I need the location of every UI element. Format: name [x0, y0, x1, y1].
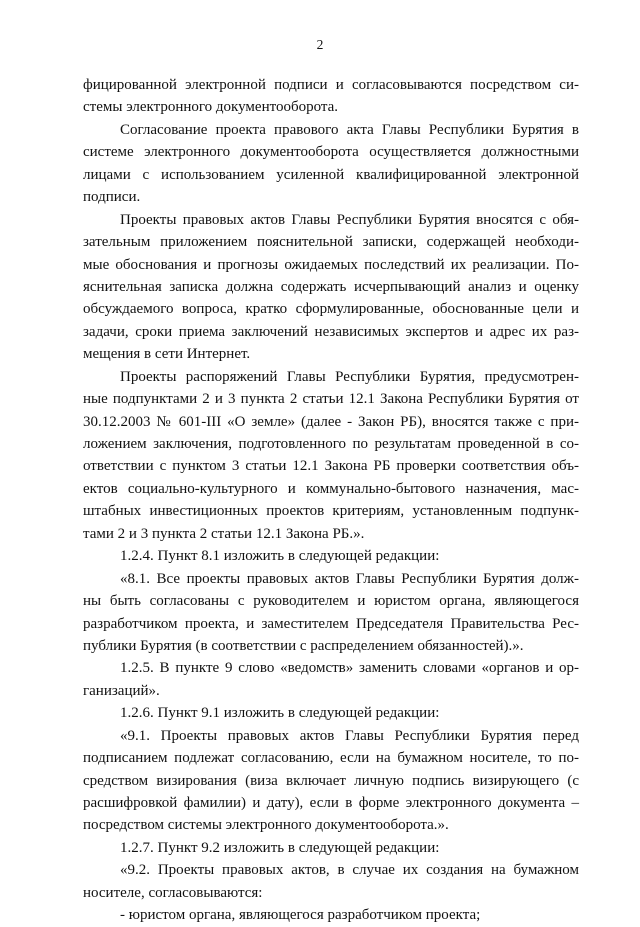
text-line: лицами с использованием усиленной квалифицированной электронной: [83, 166, 579, 183]
text-line: 1.2.5. В пункте 9 слово «ведомств» заменить словами «органов и ор-: [120, 660, 579, 677]
text-line: ектов социально-культурного и коммунально-бытового назначения, мас-: [83, 480, 579, 497]
text-line: расшифровкой фамилии) и дату), если в форме электронного документа –: [83, 795, 579, 811]
text-line: фицированной электронной подписи и согласовываются посредством си-: [83, 77, 579, 93]
text-line: штабных инвестиционных проектов критериям, установленным подпунк-: [83, 503, 579, 520]
text-line: Проекты распоряжений Главы Республики Бурятия, предусмотрен-: [120, 368, 579, 385]
text-line: разработчиком проекта, и заместителем Председателя Правительства Рес-: [83, 615, 579, 632]
text-line: средством визирования (виза включает личную подпись визирующего (с: [83, 772, 579, 789]
text-line: 30.12.2003 № 601-III «О земле» (далее - Закон РБ), вносятся также с при-: [83, 413, 579, 430]
text-line: «8.1. Все проекты правовых актов Главы Республики Бурятия долж-: [120, 570, 579, 587]
text-line: ответствии с пунктом 3 статьи 12.1 Закона РБ проверки соответствия объ-: [83, 458, 579, 475]
text-line: «9.1. Проекты правовых актов Главы Республики Бурятия перед: [120, 727, 579, 744]
text-line: яснительная записка должна содержать исчерпывающий анализ и оценку: [83, 278, 579, 295]
text-line: ные подпунктами 2 и 3 пункта 2 статьи 12.1 Закона Республики Бурятия от: [83, 391, 579, 408]
text-line: «9.2. Проекты правовых актов, в случае их создания на бумажном: [120, 862, 579, 879]
text-line: подписанием подлежат согласованию, если на бумажном носителе, то по-: [83, 750, 579, 767]
text-line: системе электронного документооборота осуществляется должностными: [83, 144, 579, 161]
text-line: тами 2 и 3 пункта 2 статьи 12.1 Закона РБ.».: [83, 525, 365, 542]
text-line: мые обоснования и прогнозы ожидаемых последствий их реализации. По-: [83, 256, 579, 273]
text-line: обсуждаемого вопроса, кратко сформулированные, обоснованные цели и: [83, 301, 579, 318]
page-number: 2: [316, 37, 324, 52]
text-line: 1.2.7. Пункт 9.2 изложить в следующей редакции:: [120, 839, 440, 856]
text-line: 1.2.4. Пункт 8.1 изложить в следующей редакции:: [120, 548, 440, 565]
text-line: ны быть согласованы с руководителем и юристом органа, являющегося: [83, 593, 579, 610]
text-line: задачи, сроки приема заключений независимых экспертов и адрес их раз-: [83, 323, 579, 340]
text-line: стемы электронного документооборота.: [83, 99, 339, 116]
text-line: ложением заключения, подготовленного по результатам проведенной в со-: [83, 436, 579, 452]
text-line: Согласование проекта правового акта Главы Республики Бурятия в: [120, 121, 579, 138]
text-line: - юристом органа, являющегося разработчиком проекта;: [120, 907, 481, 924]
text-line: публики Бурятия (в соответствии с распределением обязанностей).».: [83, 637, 524, 654]
text-line: ганизаций».: [83, 682, 160, 699]
text-line: посредством системы электронного документооборота.».: [83, 817, 449, 834]
text-line: зательным приложением пояснительной записки, содержащей необходи-: [83, 234, 579, 251]
text-line: 1.2.6. Пункт 9.1 изложить в следующей редакции:: [120, 705, 440, 722]
document-body: [83, 74, 579, 927]
text-line: подписи.: [83, 189, 141, 206]
text-line: Проекты правовых актов Главы Республики Бурятия вносятся с обя-: [120, 211, 579, 228]
text-line: носителе, согласовываются:: [83, 884, 263, 901]
text-line: мещения в сети Интернет.: [83, 346, 251, 363]
